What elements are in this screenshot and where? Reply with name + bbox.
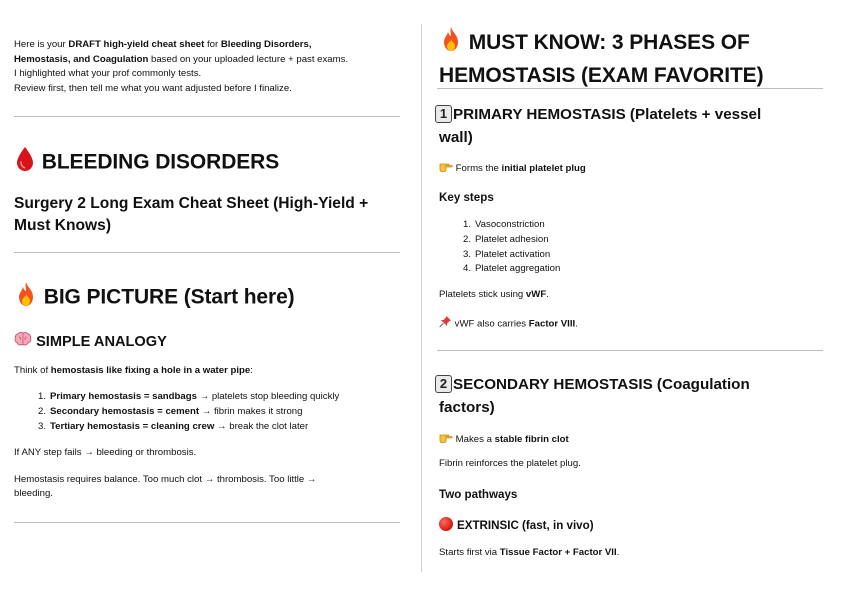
secondary-hemostasis-heading xyxy=(435,373,830,419)
vwf-text xyxy=(439,288,829,302)
secondary-makes xyxy=(439,431,829,448)
intro-text: for xyxy=(204,39,221,50)
analogy-intro xyxy=(14,364,404,378)
list-number: 3. xyxy=(37,420,46,432)
starts-text xyxy=(439,546,829,560)
secondary-heading-line-2: factors) xyxy=(439,399,495,416)
balance-line-2: bleeding. xyxy=(14,488,53,499)
keycap-one-icon: 1 xyxy=(435,105,452,123)
vwf-text-c: . xyxy=(546,289,549,300)
list-item-text: Platelet adhesion xyxy=(475,233,549,245)
column-divider xyxy=(421,24,422,572)
list-item xyxy=(453,248,813,263)
bleeding-disorders-heading xyxy=(14,146,404,180)
list-item xyxy=(28,405,408,420)
intro-text: Here is your xyxy=(14,39,69,50)
list-number: 1. xyxy=(37,391,46,402)
must-know-line-1: MUST KNOW: 3 PHASES OF xyxy=(468,31,750,55)
list-number: 2. xyxy=(37,405,46,417)
primary-forms xyxy=(439,160,829,177)
list-item-text: Platelet activation xyxy=(475,248,551,260)
vwf8-text: vWF also carries xyxy=(454,318,529,330)
analogy-intro-text: : xyxy=(250,365,253,376)
subtitle-line-2: Must Knows) xyxy=(14,217,112,234)
secondary-heading-line-1: SECONDARY HEMOSTASIS (Coagulation xyxy=(453,376,750,393)
red-circle-icon xyxy=(439,517,453,531)
intro-bold-draft: DRAFT high-yield cheat sheet xyxy=(68,39,205,50)
divider xyxy=(14,252,400,253)
analogy-intro-text: Think of xyxy=(14,365,51,376)
intro-bold-topic-2: Hemostasis, and Coagulation xyxy=(14,53,149,65)
intro-text: based on your uploaded lecture + past exams. xyxy=(148,53,349,65)
list-item-text: Vasoconstriction xyxy=(475,219,545,230)
starts-bold: Tissue Factor + Factor VII xyxy=(499,547,617,558)
list-item-text: → break the clot later xyxy=(214,420,309,432)
list-number: 1. xyxy=(462,219,471,230)
list-item-bold: Secondary hemostasis = cement xyxy=(50,405,200,417)
extrinsic-heading xyxy=(439,517,829,533)
balance-line-1: Hemostasis requires balance. Too much clot → thrombosis. Too little → xyxy=(14,474,317,485)
analogy-list xyxy=(28,390,408,434)
subtitle-line-1: Surgery 2 Long Exam Cheat Sheet (High-Yield + xyxy=(14,195,369,212)
analogy-heading xyxy=(14,331,404,353)
extrinsic-title: EXTRINSIC (fast, in vivo) xyxy=(457,519,594,532)
starts-text-c: . xyxy=(616,547,620,558)
list-item-bold: Tertiary hemostasis = cleaning crew xyxy=(50,420,215,432)
list-item-text: → fibrin makes it strong xyxy=(199,405,303,417)
intro-bold-topic: Bleeding Disorders, xyxy=(220,39,312,50)
divider xyxy=(14,522,400,523)
primary-heading-line-2: wall) xyxy=(439,129,473,146)
intro-line-3: I highlighted what your prof commonly tests. xyxy=(14,68,202,79)
list-number: 4. xyxy=(462,263,471,275)
primary-heading-line-1: PRIMARY HEMOSTASIS (Platelets + vessel xyxy=(453,106,762,123)
list-item xyxy=(453,233,813,248)
divider xyxy=(437,88,823,89)
pointing-hand-icon xyxy=(439,160,453,177)
two-pathways-heading: Two pathways xyxy=(439,488,518,501)
page-title: BLEEDING DISORDERS xyxy=(41,150,280,174)
list-item-bold: Primary hemostasis = sandbags xyxy=(50,391,197,402)
must-know-line-2: HEMOSTASIS (EXAM FAVORITE) xyxy=(439,64,764,87)
forms-text: Forms the xyxy=(455,163,502,175)
intro-line-4: Review first, then tell me what you want adjusted before I finalize. xyxy=(14,82,292,94)
must-know-heading xyxy=(439,26,834,91)
intro-paragraph xyxy=(14,38,404,96)
key-steps-heading: Key steps xyxy=(439,191,494,204)
divider xyxy=(437,350,823,351)
vwf-bold: vWF xyxy=(525,289,547,300)
key-steps-list xyxy=(453,218,813,277)
fire-icon xyxy=(439,26,463,61)
starts-text-a: Starts first via xyxy=(439,547,500,558)
fibrin-text: Fibrin reinforces the platelet plug. xyxy=(439,458,581,469)
list-item xyxy=(28,390,408,405)
vwf8-text-c: . xyxy=(575,318,578,330)
list-item xyxy=(453,218,813,233)
list-number: 2. xyxy=(462,233,471,245)
divider xyxy=(14,116,400,117)
list-item xyxy=(453,262,813,277)
list-item-text: → platelets stop bleeding quickly xyxy=(196,391,340,402)
fail-text: If ANY step fails → bleeding or thrombosis. xyxy=(14,447,197,458)
analogy-title: SIMPLE ANALOGY xyxy=(36,333,167,350)
keycap-two-icon: 2 xyxy=(435,375,452,393)
makes-bold: stable fibrin clot xyxy=(494,434,569,446)
pushpin-icon xyxy=(439,315,452,333)
vwf8-bold: Factor VIII xyxy=(528,318,576,330)
list-item-text: Platelet aggregation xyxy=(475,263,561,275)
big-picture-heading xyxy=(14,281,404,315)
pointing-hand-icon xyxy=(439,431,453,448)
fire-icon xyxy=(14,281,38,315)
vwf-text-a: Platelets stick using xyxy=(439,289,526,300)
analogy-intro-bold: hemostasis like fixing a hole in a water pipe xyxy=(50,365,251,376)
primary-hemostasis-heading xyxy=(435,103,830,149)
list-number: 3. xyxy=(462,248,471,260)
brain-icon xyxy=(14,331,32,353)
list-item xyxy=(28,420,408,435)
forms-bold: initial platelet plug xyxy=(501,163,586,175)
subtitle xyxy=(14,193,409,237)
makes-text: Makes a xyxy=(455,434,495,446)
vwf-factor-viii-note xyxy=(439,315,829,333)
blood-drop-icon xyxy=(14,146,36,180)
balance-paragraph xyxy=(14,473,404,501)
big-picture-title: BIG PICTURE (Start here) xyxy=(43,285,295,309)
